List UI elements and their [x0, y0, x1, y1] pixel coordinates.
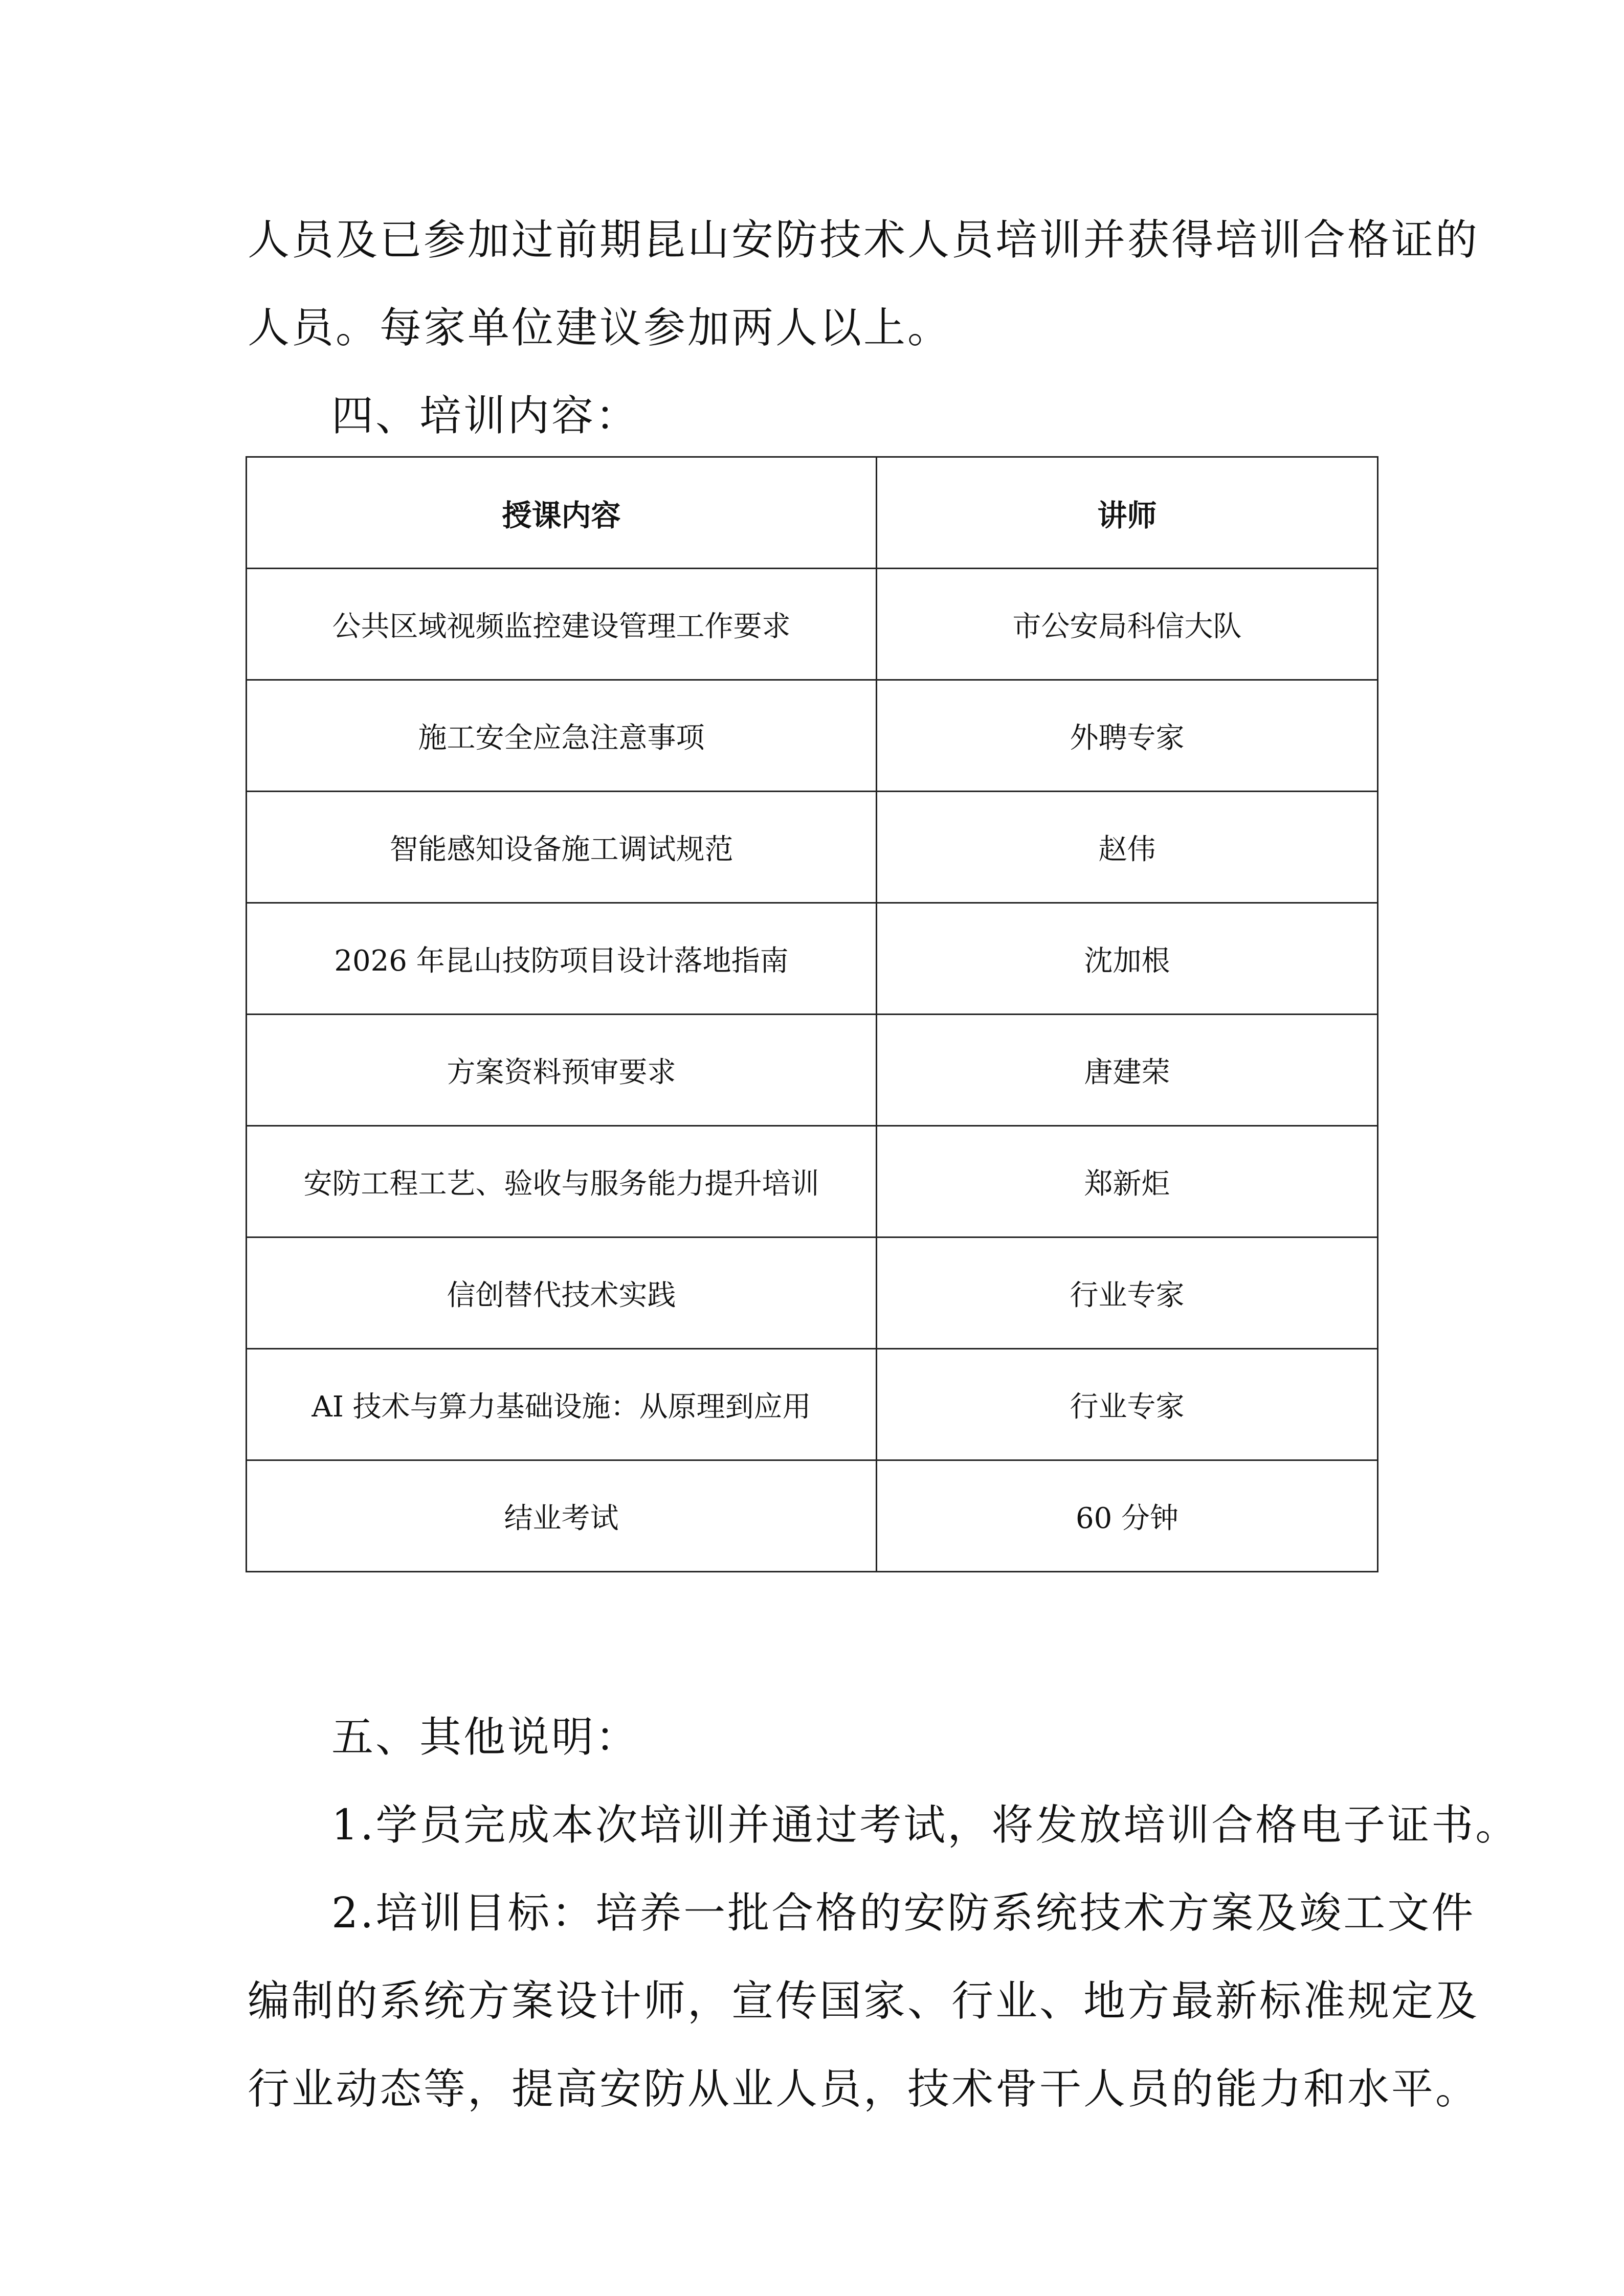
section-5-item-1: 1.学员完成本次培训并通过考试，将发放培训合格电子证书。	[331, 1801, 1520, 1850]
lecturer-cell: 沈加根	[877, 903, 1378, 1015]
intro-line-1: 人员及已参加过前期昆山安防技术人员培训并获得培训合格证的	[248, 216, 1480, 264]
course-cell: 公共区域视频监控建设管理工作要求	[247, 569, 877, 680]
header-course: 授课内容	[247, 457, 877, 569]
course-cell: AI 技术与算力基础设施：从原理到应用	[247, 1349, 877, 1460]
table-row	[247, 792, 1378, 903]
table-row	[247, 569, 1378, 680]
lecturer-cell: 唐建荣	[877, 1015, 1378, 1126]
section-5-item-2-line-1: 2.培训目标：培养一批合格的安防系统技术方案及竣工文件	[331, 1889, 1476, 1938]
table-row	[247, 1015, 1378, 1126]
table-row	[247, 1237, 1378, 1349]
course-cell: 安防工程工艺、验收与服务能力提升培训	[247, 1126, 877, 1237]
lecturer-cell: 市公安局科信大队	[877, 569, 1378, 680]
table-row	[247, 903, 1378, 1015]
table-row	[247, 1460, 1378, 1572]
table-row	[247, 680, 1378, 792]
header-lecturer: 讲师	[877, 457, 1378, 569]
section-5-item-2-line-3: 行业动态等，提高安防从业人员，技术骨干人员的能力和水平。	[248, 2065, 1480, 2113]
course-cell: 智能感知设备施工调试规范	[247, 792, 877, 903]
lecturer-cell: 郑新炬	[877, 1126, 1378, 1237]
section-5-item-2-line-2: 编制的系统方案设计师，宣传国家、行业、地方最新标准规定及	[248, 1977, 1480, 2025]
table-row	[247, 1349, 1378, 1460]
lecturer-cell: 赵伟	[877, 792, 1378, 903]
course-cell: 施工安全应急注意事项	[247, 680, 877, 792]
section-5-heading: 五、其他说明：	[331, 1713, 640, 1762]
course-cell: 信创替代技术实践	[247, 1237, 877, 1349]
lecturer-cell: 外聘专家	[877, 680, 1378, 792]
table-header-row	[247, 457, 1378, 569]
lecturer-cell: 行业专家	[877, 1237, 1378, 1349]
lecturer-cell: 行业专家	[877, 1349, 1378, 1460]
section-4-heading: 四、培训内容：	[331, 392, 640, 440]
training-content-table	[246, 456, 1378, 1572]
intro-line-2: 人员。每家单位建议参加两人以上。	[248, 304, 952, 352]
course-cell: 结业考试	[247, 1460, 877, 1572]
lecturer-cell: 60 分钟	[877, 1460, 1378, 1572]
course-cell: 方案资料预审要求	[247, 1015, 877, 1126]
table-row	[247, 1126, 1378, 1237]
course-cell: 2026 年昆山技防项目设计落地指南	[247, 903, 877, 1015]
